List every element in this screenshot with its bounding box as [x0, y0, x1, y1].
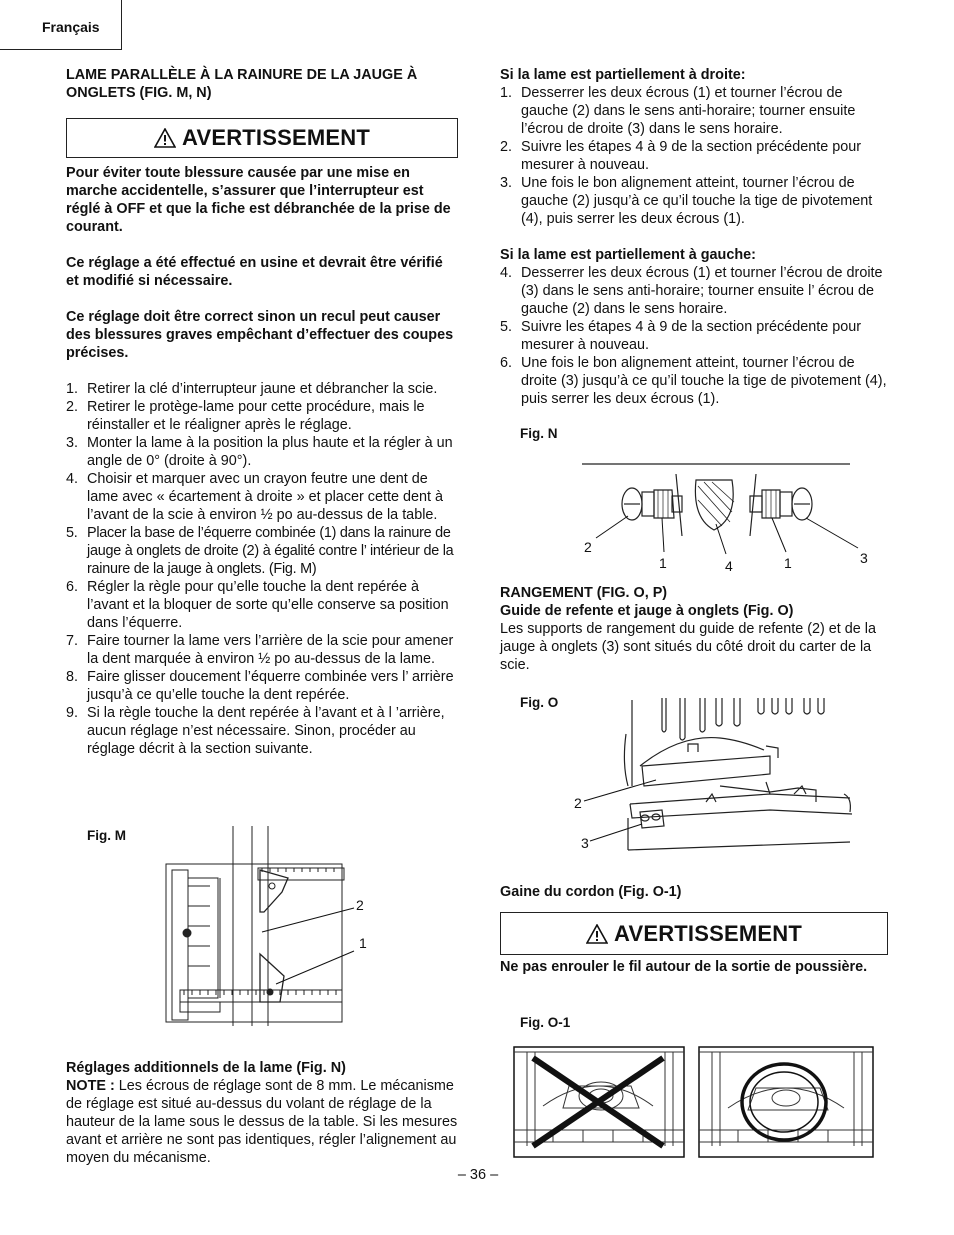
- fig-m-label: Fig. M: [87, 828, 126, 843]
- storage-heading: RANGEMENT (FIG. O, P): [500, 585, 668, 601]
- fig-o1-incorrect-illustration: [513, 1046, 685, 1158]
- language-tab: Français: [0, 0, 122, 50]
- fig-o-callout-3: 3: [581, 835, 589, 851]
- list-item: 2. Retirer le protège-lame pour cette procédure, mais le réinstaller et le réaligner après le réglage.: [66, 399, 425, 433]
- list-item: 2. Suivre les étapes 4 à 9 de la section précédente pour mesurer à nouveau.: [500, 139, 861, 173]
- warning-paragraph-2: Ce réglage a été effectué en usine et devrait être vérifié et modifié si nécessaire.: [66, 255, 443, 289]
- fig-o-label: Fig. O: [520, 695, 559, 710]
- section-heading: LAME PARALLÈLE À LA RAINURE DE LA JAUGE À ONGLETS (FIG. M, N): [66, 67, 418, 101]
- fig-o-illustration: [570, 694, 860, 856]
- fig-m-callout-2: 2: [356, 897, 364, 913]
- fig-n-label: Fig. N: [520, 426, 558, 441]
- list-item: 1. Retirer la clé d’interrupteur jaune et débrancher la scie.: [66, 381, 438, 397]
- fig-n-callout-1b: 1: [784, 555, 792, 571]
- cord-warning: [500, 958, 892, 976]
- fig-m-callout-1: 1: [359, 935, 367, 951]
- list-item: 3. Monter la lame à la position la plus haute et la régler à un angle de 0° (droite à 90°).: [66, 435, 453, 469]
- warning-triangle-icon: [154, 128, 176, 148]
- fig-o1-label: Fig. O-1: [520, 1015, 571, 1030]
- blade-right-heading: Si la lame est partiellement à droite:: [500, 67, 746, 83]
- blade-left-steps: [500, 264, 892, 408]
- cord-heading: Gaine du cordon (Fig. O-1): [500, 884, 682, 900]
- right-column: [500, 66, 892, 408]
- fig-n-callout-1a: 1: [659, 555, 667, 571]
- warning-paragraph-3: Ce réglage doit être correct sinon un recul peut causer des blessures graves empêchant d’effectuer des coupes précises.: [66, 309, 454, 361]
- warning-title: AVERTISSEMENT: [182, 125, 370, 150]
- list-item: 5. Suivre les étapes 4 à 9 de la section précédente pour mesurer à nouveau.: [500, 319, 861, 353]
- storage-paragraph: Les supports de rangement du guide de refente (2) et de la jauge à onglets (3) sont situés du côté droit du carter de la scie.: [500, 621, 877, 673]
- page-number: – 36 –: [457, 1167, 499, 1183]
- procedure-steps: [66, 380, 458, 758]
- fig-n-illustration: [580, 460, 880, 580]
- list-item: 1. Desserrer les deux écrous (1) et tourner l’écrou de gauche (2) dans le sens anti-horaire; tourner ensuite l’écrou de droite (3) dans le sens horaire.: [500, 85, 856, 137]
- list-item: 4. Desserrer les deux écrous (1) et tourner l’écrou de droite (3) dans le sens anti-horaire; tourner ensuite l’ écrou de gauche (2) dans le sens horaire.: [500, 265, 883, 317]
- list-item: 6. Régler la règle pour qu’elle touche la dent repérée à l’avant et la bloquer de sorte qu’elle conserve sa position dans l’équerre.: [66, 579, 449, 631]
- list-item: 9. Si la règle touche la dent repérée à l’avant et à l ’arrière, aucun réglage n’est nécessaire. Sinon, procéder au réglage décrit à la section suivante.: [66, 705, 445, 757]
- warning-title: AVERTISSEMENT: [614, 920, 802, 946]
- fig-n-callout-2: 2: [584, 539, 592, 555]
- fig-n-callout-3: 3: [860, 550, 868, 566]
- fig-o1-correct-illustration: [698, 1046, 874, 1158]
- list-item: 5. Placer la base de l’équerre combinée (1) dans la rainure de jauge à onglets de droite (2) à égalité contre l’ intérieur de la rainure de la jauge à onglets. (Fig. M): [66, 525, 454, 577]
- warning-paragraph-1: Pour éviter toute blessure causée par une mise en marche accidentelle, s’assurer que l’interrupteur est réglé à OFF et que la fiche est débranchée de la prise de courant.: [66, 165, 451, 235]
- cord-warning-text: Ne pas enrouler le fil autour de la sortie de poussière.: [500, 959, 868, 975]
- storage-subheading: Guide de refente et jauge à onglets (Fig. O): [500, 603, 794, 619]
- blade-left-heading: Si la lame est partiellement à gauche:: [500, 247, 756, 263]
- list-item: 8. Faire glisser doucement l’équerre combinée vers l’ arrière jusqu’à ce qu’elle touche la dent repérée.: [66, 669, 454, 703]
- list-item: 3. Une fois le bon alignement atteint, tourner l’écrou de gauche (2) jusqu’à ce qu’il touche la tige de pivotement (4), puis serrer les deux écrous (1).: [500, 175, 873, 227]
- fig-m-illustration: [160, 826, 367, 1026]
- warning-box: [500, 912, 888, 955]
- left-column: [66, 66, 458, 758]
- note-paragraph: NOTE : Les écrous de réglage sont de 8 mm. Le mécanisme de réglage est situé au-dessus du volant de réglage de la hauteur de la lame sous le dessus de la table. Si les mesures avant et arrière ne sont pas identiques, régler l’alignement au moyen du mécanisme.: [66, 1078, 458, 1166]
- list-item: 4. Choisir et marquer avec un crayon feutre une dent de lame avec « écartement à droite » et placer cette dent à l’avant de la scie à environ ½ po au-dessus de la table.: [66, 471, 443, 523]
- additional-adjustments: [66, 1059, 458, 1167]
- additional-heading: Réglages additionnels de la lame (Fig. N): [66, 1060, 346, 1076]
- blade-right-steps: [500, 84, 892, 228]
- storage-section: [500, 584, 892, 674]
- warning-triangle-icon: [586, 924, 608, 944]
- list-item: 7. Faire tourner la lame vers l’arrière de la scie pour amener la dent marquée à environ ½ po au-dessus de la lame.: [66, 633, 454, 667]
- fig-o-callout-2: 2: [574, 795, 582, 811]
- cord-section: [500, 883, 892, 901]
- fig-n-callout-4: 4: [725, 558, 733, 574]
- warning-box: [66, 118, 458, 158]
- list-item: 6. Une fois le bon alignement atteint, tourner l’écrou de droite (3) jusqu’à ce qu’il touche la tige de pivotement (4), puis serrer les deux écrous (1).: [500, 355, 887, 407]
